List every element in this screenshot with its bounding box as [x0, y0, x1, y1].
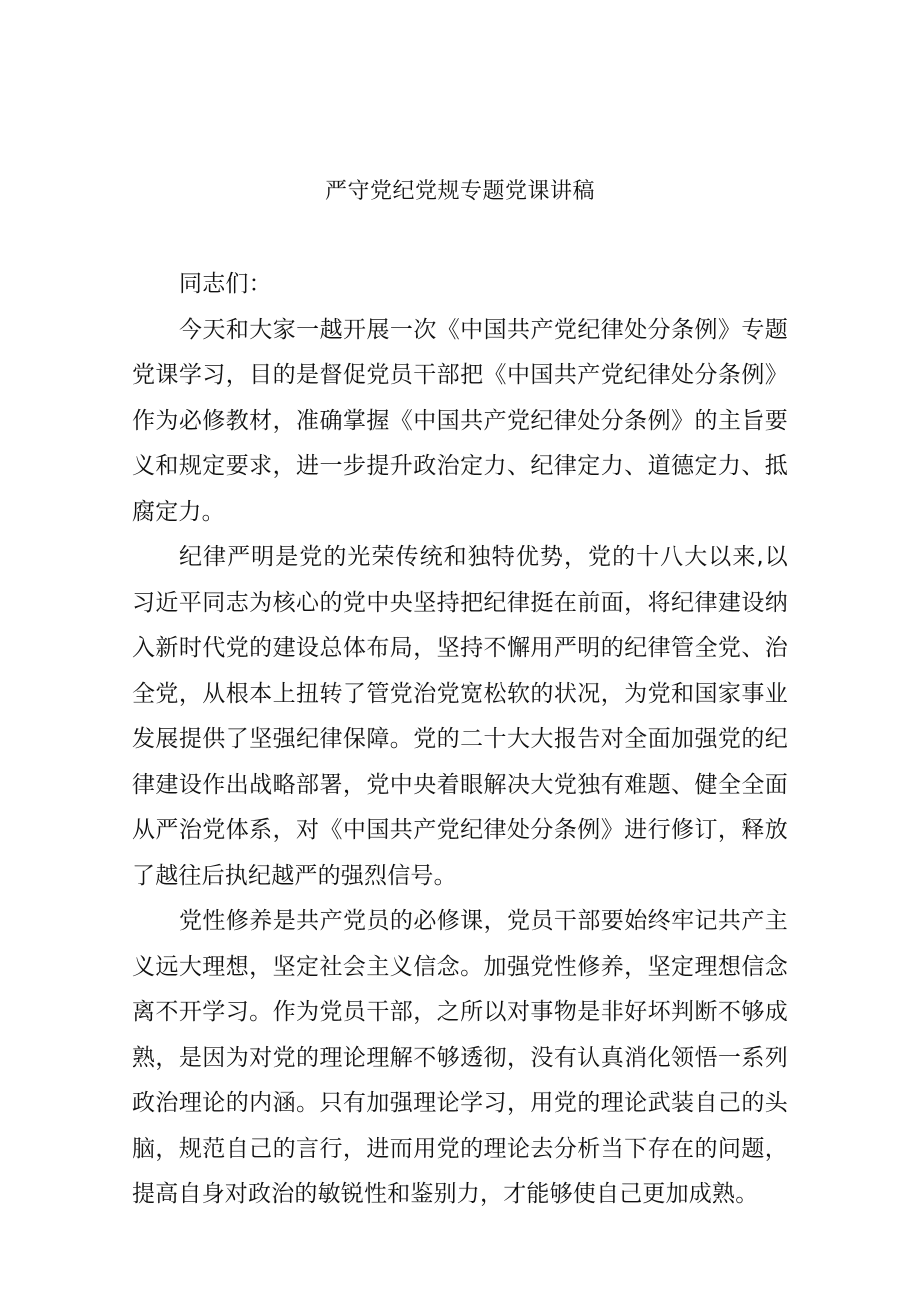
salutation: 同志们： [179, 271, 272, 297]
paragraph-3: 党性修养是共产党员的必修课，党员干部要始终牢记共产主义远大理想，坚定社会主义信念。加强党性修养，坚定理想信念离不开学习。作为党员干部，之所以对事物是非好坏判断不够成熟，是因为对党的理论理解不够透彻，没有认真消化领悟一系列政治理论的内涵。只有加强理论学习，用党的理论武装自己的头脑，规范自己的言行，进而用党的理论去分析当下存在的问题，提高自身对政治的敏锐性和鉴别力，才能够使自己更加成熟。 [132, 908, 788, 1207]
paragraph-2: 纪律严明是党的光荣传统和独特优势，党的十八大以来,以习近平同志为核心的党中央坚持把纪律挺在前面，将纪律建设纳入新时代党的建设总体布局，坚持不懈用严明的纪律管全党、治全党，从根本上扭转了管党治党宽松软的状况，为党和国家事业发展提供了坚强纪律保障。党的二十大大报告对全面加强党的纪律建设作出战略部署，党中央着眼解决大党独有难题、健全全面从严治党体系，对《中国共产党纪律处分条例》进行修订，释放了越往后执纪越严的强烈信号。 [132, 544, 788, 889]
document-body [132, 262, 788, 1218]
document-title: 严守党纪党规专题党课讲稿 [324, 179, 595, 204]
paragraph-1: 今天和大家一越开展一次《中国共产党纪律处分条例》专题党课学习，目的是督促党员干部把《中国共产党纪律处分条例》作为必修教材，准确掌握《中国共产党纪律处分条例》的主旨要义和规定要求，进一步提升政治定力、纪律定力、道德定力、抵腐定力。 [132, 316, 788, 525]
